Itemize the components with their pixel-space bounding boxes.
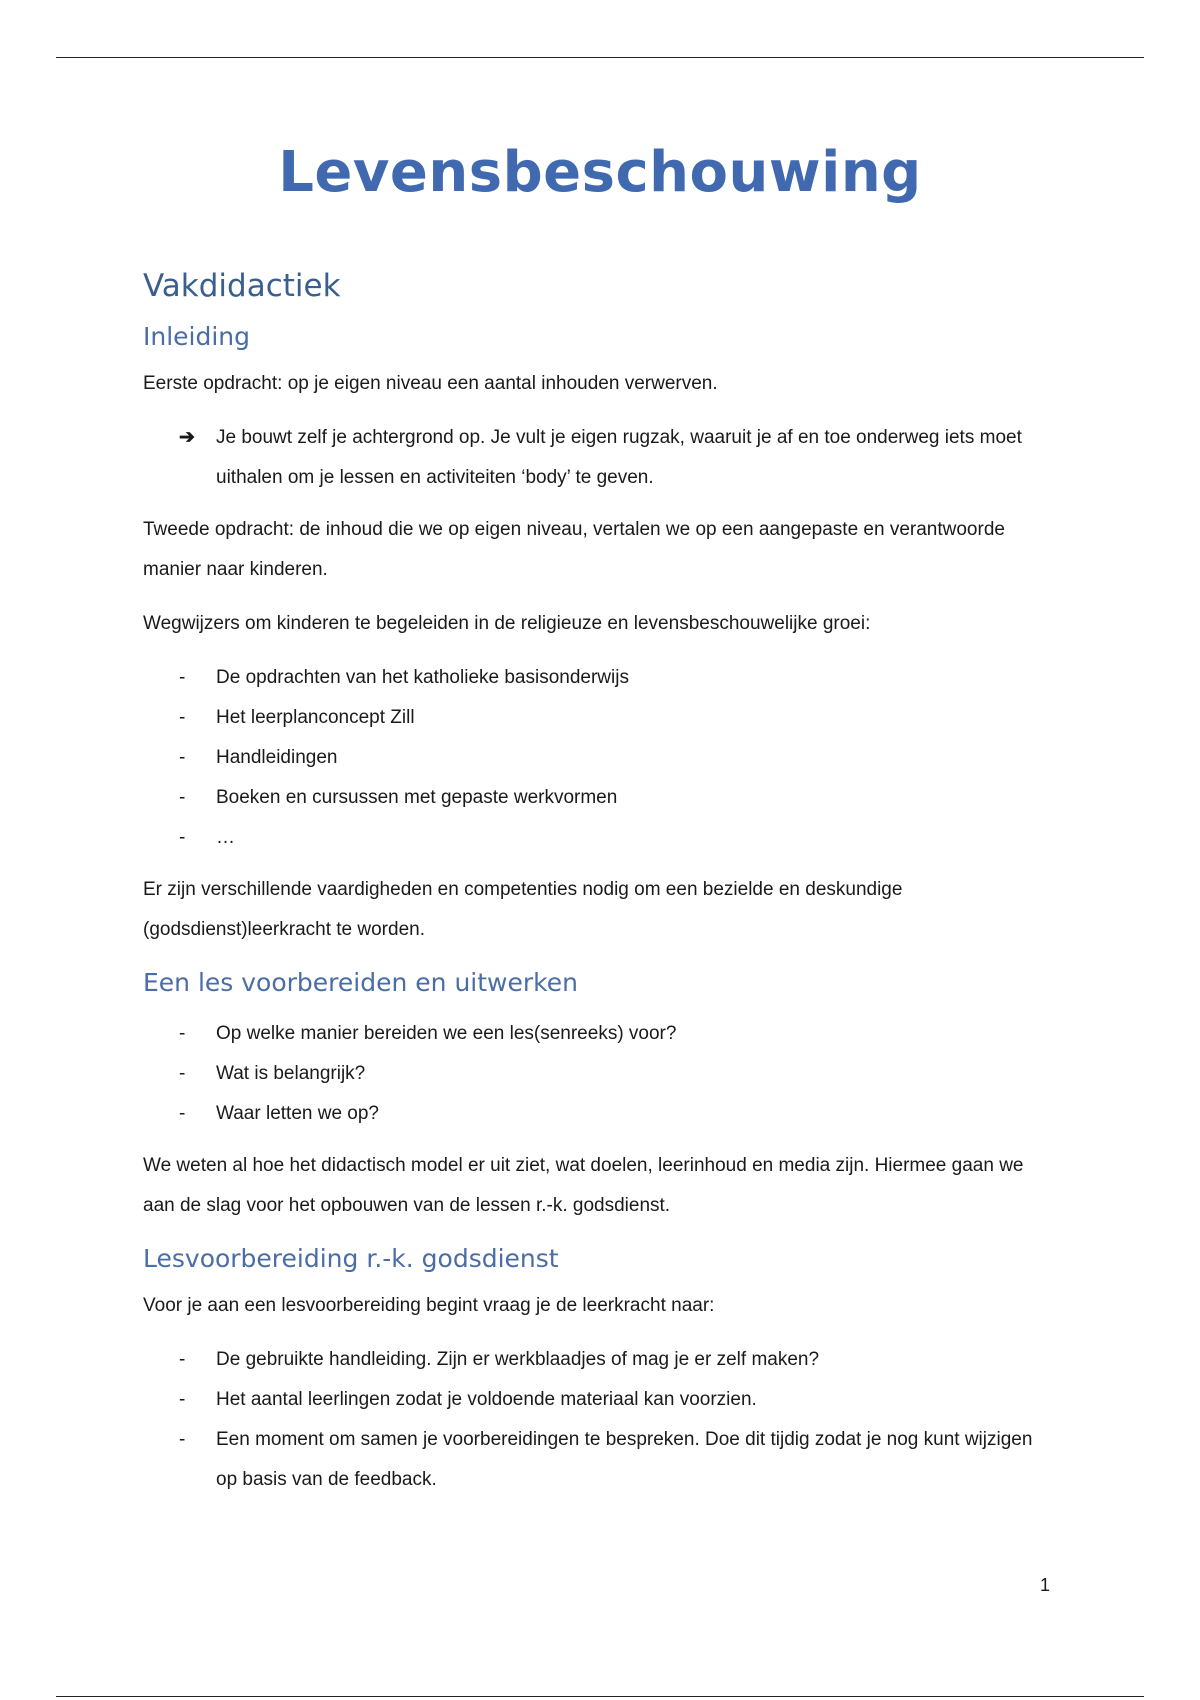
list-item-text: De gebruikte handleiding. Zijn er werkblaadjes of mag je er zelf maken?	[216, 1349, 820, 1370]
header-rule	[56, 57, 1144, 58]
bullet-list	[143, 1340, 1043, 1500]
dash-marker: -	[179, 747, 186, 768]
list-item-text: De opdrachten van het katholieke basisonderwijs	[216, 667, 629, 688]
dash-marker: -	[179, 1063, 186, 1084]
bullet-list	[143, 1014, 1043, 1134]
list-item	[143, 1054, 1043, 1094]
heading-lesvoorbereiding: Lesvoorbereiding r.-k. godsdienst	[143, 1244, 559, 1273]
document-title: Levensbeschouwing	[278, 140, 922, 205]
paragraph: Eerste opdracht: op je eigen niveau een aantal inhouden verwerven.	[143, 373, 718, 394]
document-body	[143, 258, 1043, 1512]
dash-marker: -	[179, 787, 186, 808]
dash-marker: -	[179, 1389, 186, 1410]
list-item	[143, 778, 1043, 818]
arrow-right-icon: ➔	[179, 427, 195, 448]
dash-marker: -	[179, 1023, 186, 1044]
dash-marker: -	[179, 827, 186, 848]
list-item-text: Wat is belangrijk?	[216, 1063, 366, 1084]
list-item-text: Handleidingen	[216, 747, 338, 768]
arrow-list	[143, 418, 1043, 498]
list-item	[143, 1340, 1043, 1380]
list-item	[143, 1014, 1043, 1054]
list-item-text: Waar letten we op?	[216, 1103, 379, 1124]
list-item-text: Het aantal leerlingen zodat je voldoende materiaal kan voorzien.	[216, 1389, 757, 1410]
heading-vakdidactiek: Vakdidactiek	[143, 268, 341, 304]
paragraph: We weten al hoe het didactisch model er uit ziet, wat doelen, leerinhoud en media zijn. Hiermee gaan we aan de slag voor het opbouwen van de lessen r.-k. godsdienst.	[143, 1155, 1024, 1216]
paragraph: Er zijn verschillende vaardigheden en competenties nodig om een bezielde en deskundige (godsdienst)leerkracht te worden.	[143, 879, 903, 940]
list-item	[143, 818, 1043, 858]
dash-marker: -	[179, 707, 186, 728]
dash-marker: -	[179, 1429, 186, 1450]
list-item-text: Je bouwt zelf je achtergrond op. Je vult je eigen rugzak, waaruit je af en toe onderweg iets moet uithalen om je lessen en activiteiten ‘body’ te geven.	[216, 427, 1022, 488]
list-item-text: Boeken en cursussen met gepaste werkvormen	[216, 787, 618, 808]
page-number: 1	[1040, 1575, 1051, 1595]
list-item	[143, 418, 1043, 498]
dash-marker: -	[179, 1349, 186, 1370]
list-item	[143, 1380, 1043, 1420]
heading-les-voorbereiden: Een les voorbereiden en uitwerken	[143, 968, 578, 997]
list-item-text: Het leerplanconcept Zill	[216, 707, 415, 728]
list-item	[143, 658, 1043, 698]
paragraph: Voor je aan een lesvoorbereiding begint vraag je de leerkracht naar:	[143, 1295, 715, 1316]
list-item-text: Op welke manier bereiden we een les(senreeks) voor?	[216, 1023, 677, 1044]
list-item-text: …	[216, 827, 235, 848]
list-item	[143, 1420, 1043, 1500]
bullet-list	[143, 658, 1043, 858]
paragraph: Tweede opdracht: de inhoud die we op eigen niveau, vertalen we op een aangepaste en verantwoorde manier naar kinderen.	[143, 519, 1005, 580]
heading-inleiding: Inleiding	[143, 322, 251, 351]
dash-marker: -	[179, 1103, 186, 1124]
list-item	[143, 1094, 1043, 1134]
dash-marker: -	[179, 667, 186, 688]
paragraph: Wegwijzers om kinderen te begeleiden in de religieuze en levensbeschouwelijke groei:	[143, 613, 871, 634]
list-item-text: Een moment om samen je voorbereidingen te bespreken. Doe dit tijdig zodat je nog kunt wijzigen op basis van de feedback.	[216, 1429, 1033, 1490]
footer-rule	[56, 1696, 1144, 1697]
list-item	[143, 738, 1043, 778]
list-item	[143, 698, 1043, 738]
